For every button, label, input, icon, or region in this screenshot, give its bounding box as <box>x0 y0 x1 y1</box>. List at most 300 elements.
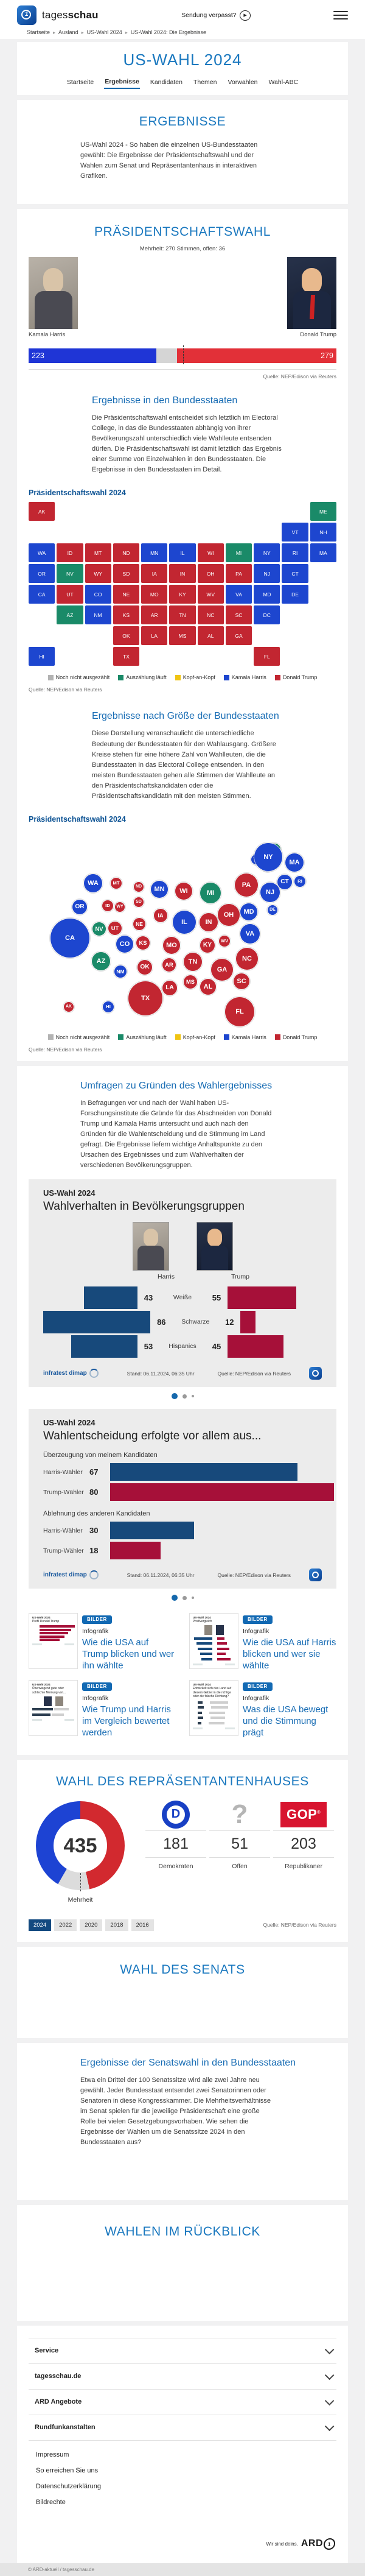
state-tile-az[interactable]: AZ <box>57 605 83 624</box>
sendung-verpasst-link[interactable] <box>178 10 254 21</box>
thumb-kicker: US-Wahl 2024 <box>193 1683 211 1687</box>
state-bubble-sc[interactable]: SC <box>234 973 249 989</box>
state-tile-wv[interactable]: WV <box>198 585 224 604</box>
mini-bar <box>40 1632 68 1634</box>
teaser-card-4[interactable] <box>189 1680 336 1738</box>
tab-vorwahlen[interactable]: Vorwahlen <box>227 77 258 89</box>
house-total-seats: 435 <box>54 1819 107 1872</box>
state-tile-id[interactable]: ID <box>57 543 83 562</box>
mini-photos <box>32 1696 74 1706</box>
state-bubble-or[interactable]: OR <box>72 900 87 914</box>
infographic-teasers <box>29 1613 336 1739</box>
decision-group-heading: Überzeugung von meinem Kandidaten <box>43 1452 158 1459</box>
state-bubble-ms[interactable]: MS <box>184 975 197 989</box>
state-tile-nm[interactable]: NM <box>85 605 111 624</box>
teaser-thumbnail <box>189 1613 238 1669</box>
question-mark-icon: ? <box>231 1799 248 1829</box>
state-tile-tx[interactable]: TX <box>113 647 139 666</box>
footer-accordion-tagesschaude[interactable] <box>29 2363 336 2389</box>
mini-row <box>193 1710 235 1715</box>
state-tile-nj[interactable]: NJ <box>254 564 280 583</box>
teaser-card-2[interactable] <box>189 1613 336 1671</box>
harris-bar-wrap <box>43 1311 150 1333</box>
state-bubble-wy[interactable]: WY <box>115 902 125 912</box>
demographic-row <box>43 1334 322 1358</box>
mini-trump-photo <box>216 1625 224 1635</box>
harris-bar <box>43 1311 150 1333</box>
infographic-photos <box>43 1222 322 1271</box>
footer-link-impressum[interactable]: Impressum <box>36 2451 69 2458</box>
legend-label: Auszählung läuft <box>126 1034 167 1040</box>
state-bubble-oh[interactable]: OH <box>218 904 240 926</box>
mini-dark-bar <box>32 1713 50 1716</box>
state-tile-ct[interactable]: CT <box>282 564 308 583</box>
decision-row <box>43 1463 322 1481</box>
decision-row <box>43 1521 322 1540</box>
year-selector <box>29 1919 154 1931</box>
state-tile-md[interactable]: MD <box>254 585 280 604</box>
state-bubble-mn[interactable]: MN <box>151 881 168 898</box>
senres-heading[interactable]: Ergebnisse der Senatswahl in den Bundesstaaten <box>80 2057 296 2068</box>
state-tile-mo[interactable]: MO <box>141 585 167 604</box>
state-tile-va[interactable]: VA <box>226 585 252 604</box>
state-tile-hi[interactable]: HI <box>29 647 55 666</box>
harris-value: 53 <box>144 1341 153 1351</box>
group-label: Schwarze <box>181 1318 210 1326</box>
party-column-offen <box>209 1799 270 1904</box>
chevron-down-icon <box>325 2396 335 2405</box>
party-columns <box>132 1799 336 1904</box>
state-tile-ak[interactable]: AK <box>29 502 55 521</box>
state-tile-ms[interactable]: MS <box>169 626 195 645</box>
state-bubble-mo[interactable]: MO <box>163 937 180 954</box>
year-chip-2020[interactable]: 2020 <box>80 1919 102 1931</box>
mini-gray-bar <box>209 1722 224 1724</box>
state-tile-wy[interactable]: WY <box>85 564 111 583</box>
teaser-title[interactable]: Wie die USA auf Harris blicken und wer sie wählte <box>243 1637 336 1671</box>
map-legend <box>29 674 336 680</box>
carousel-dot-1[interactable] <box>172 1393 178 1399</box>
carousel-dot-1[interactable] <box>172 1595 178 1601</box>
state-tile-ca[interactable]: CA <box>29 585 55 604</box>
state-bubble-nc[interactable]: NC <box>236 948 258 970</box>
mini-harris-photo <box>204 1625 212 1635</box>
footer-accordions <box>29 2338 336 2441</box>
state-bubble-wi[interactable]: WI <box>175 883 192 900</box>
legend-item <box>48 674 110 680</box>
brand-wordmark[interactable] <box>42 9 99 21</box>
state-tile-al[interactable]: AL <box>198 626 224 645</box>
size-heading[interactable]: Ergebnisse nach Größe der Bundesstaaten <box>92 711 279 722</box>
state-bubble-va[interactable]: VA <box>240 924 260 944</box>
thumb-title: Entwickelt sich das Land auf diesem Gebiet in die richtige oder die falsche Richtung? <box>193 1687 232 1698</box>
legend-swatch <box>175 675 181 680</box>
section-rueckblick <box>17 2205 348 2321</box>
party-logo <box>273 1799 334 1830</box>
mini-row <box>193 1721 235 1725</box>
state-tile-tn[interactable]: TN <box>169 605 195 624</box>
teaser-card-3[interactable] <box>29 1680 176 1738</box>
map-chart-label: Präsidentschaftswahl 2024 <box>29 489 126 498</box>
accordion-label: ARD Angebote <box>35 2398 82 2406</box>
harris-bar-wrap <box>43 1286 137 1309</box>
ergebnisse-intro: US-Wahl 2024 - So haben die einzelnen US-Bundesstaaten gewählt: Die Ergebnisse der Präsidentschaftswahl und der Wahlen zum Senat und Repräsentantenhaus in interaktiven Grafiken. <box>80 141 258 180</box>
state-tile-la[interactable]: LA <box>141 626 167 645</box>
tab-wahlabc[interactable]: Wahl-ABC <box>268 77 299 89</box>
section-ergebnisse <box>17 100 348 204</box>
state-tile-pa[interactable]: PA <box>226 564 252 583</box>
trump-name: Donald Trump <box>300 331 336 339</box>
year-chip-2022[interactable]: 2022 <box>54 1919 77 1931</box>
state-bubble-tx[interactable]: TX <box>128 981 162 1015</box>
state-bubble-ma[interactable]: MA <box>285 853 304 872</box>
state-tile-oh[interactable]: OH <box>198 564 224 583</box>
majority-marker <box>183 345 184 364</box>
state-bubble-ok[interactable]: OK <box>137 960 152 975</box>
state-bubble-id[interactable]: ID <box>102 900 113 911</box>
state-bubble-de[interactable]: DE <box>268 905 277 915</box>
breadcrumb <box>17 27 348 37</box>
mini-dark-bar <box>198 1717 203 1719</box>
voter-label: Harris-Wähler <box>43 1526 83 1534</box>
state-tile-il[interactable]: IL <box>169 543 195 562</box>
state-bubble-ny[interactable]: NY <box>254 843 282 871</box>
mini-rep-bar <box>217 1648 229 1650</box>
legend-item <box>175 674 215 680</box>
breadcrumb-link[interactable]: US-Wahl 2024 <box>86 29 122 35</box>
state-bubble-nj[interactable]: NJ <box>260 883 280 902</box>
state-tile-nc[interactable]: NC <box>198 605 224 624</box>
harris-votes-segment <box>29 348 156 363</box>
state-bubble-ga[interactable]: GA <box>211 959 233 981</box>
state-tile-wa[interactable]: WA <box>29 543 55 562</box>
legend-swatch <box>224 675 229 680</box>
voter-value: 67 <box>89 1467 99 1477</box>
state-tile-in[interactable]: IN <box>169 564 195 583</box>
state-tile-ia[interactable]: IA <box>141 564 167 583</box>
state-tile-ar[interactable]: AR <box>141 605 167 624</box>
decision-row <box>43 1483 322 1501</box>
state-tile-nv[interactable]: NV <box>57 564 83 583</box>
state-bubble-ca[interactable]: CA <box>50 919 89 958</box>
state-bubble-fl[interactable]: FL <box>225 997 254 1026</box>
retro-title: WAHLEN IM RÜCKBLICK <box>105 2224 260 2239</box>
mini-row <box>193 1657 235 1661</box>
legend-label: Kamala Harris <box>231 674 266 681</box>
state-bubble-mi[interactable]: MI <box>200 883 221 903</box>
state-bubble-al[interactable]: AL <box>200 979 216 995</box>
bar-wrap <box>110 1483 334 1501</box>
year-chip-2018[interactable]: 2018 <box>105 1919 128 1931</box>
state-bubble-ak[interactable]: AK <box>64 1002 74 1012</box>
legend-swatch <box>275 675 280 680</box>
legend-label: Kamala Harris <box>231 1034 266 1040</box>
state-tile-ga[interactable]: GA <box>226 626 252 645</box>
thumb-kicker: US-Wahl 2024 <box>32 1683 50 1687</box>
legend-item <box>224 1034 266 1040</box>
year-chip-2016[interactable]: 2016 <box>131 1919 154 1931</box>
thumb-footer <box>32 1643 74 1645</box>
gop-logo-icon: GOP® <box>280 1802 327 1827</box>
infographic-footer <box>43 1367 322 1380</box>
mini-bar <box>40 1629 71 1631</box>
umfragen-text: In Befragungen vor und nach der Wahl haben US-Forschungsinstitute die Gründe für das Abschneiden von Donald Trump und Kamala Harris untersucht und auch nach den Gründen für die Wahlentscheidung und die Stimmung im Land gefragt. Die Ergebnisse liefern wichtige Anhaltspunkte zu den Ursachen des Ergebnisses und zum Wahlverhalten der verschiedenen Bevölkerungsgruppen. <box>80 1099 272 1170</box>
state-tile-mi[interactable]: MI <box>226 543 252 562</box>
harris-name: Kamala Harris <box>29 331 66 339</box>
footer-accordion-ardangebote[interactable] <box>29 2389 336 2415</box>
state-tile-fl[interactable]: FL <box>254 647 280 666</box>
mini-dark-bar <box>198 1712 202 1714</box>
decision-group-heading: Ablehnung des anderen Kandidaten <box>43 1510 150 1518</box>
teaser-kicker: Infografik <box>82 1628 109 1636</box>
bubble-legend <box>29 1034 336 1040</box>
state-bubble-ky[interactable]: KY <box>200 938 215 953</box>
trump-bar <box>228 1335 283 1358</box>
thumb-title: Profil Donald Trump <box>32 1620 60 1624</box>
legend-label: Auszählung läuft <box>126 674 167 681</box>
mini-rep-bar <box>217 1658 231 1660</box>
infographic-wahlverhalten <box>29 1179 336 1387</box>
accordion-label: Rundfunkanstalten <box>35 2424 96 2432</box>
harris-bar <box>84 1286 137 1309</box>
state-bubble-mt[interactable]: MT <box>111 878 122 889</box>
state-bubble-ne[interactable]: NE <box>133 918 145 930</box>
trump-bar-wrap <box>228 1286 322 1309</box>
copyright-bar <box>0 2563 365 2576</box>
party-name: Demokraten <box>158 1862 193 1870</box>
infographic-title: Wahlentscheidung erfolgte vor allem aus... <box>43 1430 262 1443</box>
teaser-body <box>243 1613 336 1671</box>
state-tile-mn[interactable]: MN <box>141 543 167 562</box>
carousel-dot-2[interactable] <box>182 1596 187 1600</box>
state-tile-wi[interactable]: WI <box>198 543 224 562</box>
footer-accordion-service[interactable] <box>29 2338 336 2363</box>
us-states-bubble-map <box>29 828 338 1029</box>
trump-value: 12 <box>225 1317 234 1327</box>
state-bubble-ks[interactable]: KS <box>136 936 150 950</box>
state-tile-ky[interactable]: KY <box>169 585 195 604</box>
bubble-source: Quelle: NEP/Edison via Reuters <box>29 1046 102 1053</box>
carousel-dot-3[interactable] <box>192 1597 194 1599</box>
majority-label: Mehrheit <box>68 1896 93 1904</box>
voter-label: Harris-Wähler <box>43 1468 83 1476</box>
state-tile-or[interactable]: OR <box>29 564 55 583</box>
legend-label: Noch nicht ausgezählt <box>55 674 110 681</box>
teaser-thumbnail <box>29 1613 78 1669</box>
state-tile-nh[interactable]: NH <box>310 523 336 542</box>
state-tile-ne[interactable]: NE <box>113 585 139 604</box>
mini-dem-bar <box>194 1637 212 1640</box>
state-bubble-ar[interactable]: AR <box>162 958 176 972</box>
state-bubble-ct[interactable]: CT <box>277 875 292 889</box>
state-bubble-pa[interactable]: PA <box>235 873 258 897</box>
state-bubble-la[interactable]: LA <box>162 981 177 995</box>
breadcrumb-link[interactable]: Ausland <box>58 29 78 35</box>
mini-rep-bar <box>217 1637 224 1640</box>
teaser-kicker: Infografik <box>243 1628 269 1636</box>
teaser-card-1[interactable] <box>29 1613 176 1671</box>
electoral-vote-bar <box>29 348 336 363</box>
breadcrumb-link[interactable]: Startseite <box>27 29 50 35</box>
tagesschau-logo[interactable] <box>17 5 36 25</box>
year-chip-2024[interactable]: 2024 <box>29 1919 51 1931</box>
state-tile-sc[interactable]: SC <box>226 605 252 624</box>
legend-label: Kopf-an-Kopf <box>182 1034 215 1040</box>
mini-photos <box>193 1625 235 1635</box>
chevron-down-icon <box>325 2421 335 2431</box>
legend-item <box>118 1034 167 1040</box>
state-tile-ri[interactable]: RI <box>282 543 308 562</box>
state-bubble-wv[interactable]: WV <box>219 936 230 947</box>
breadcrumb-separator-icon: ▸ <box>53 29 56 35</box>
chevron-down-icon <box>325 2345 335 2354</box>
harris-bar <box>71 1335 137 1358</box>
legend-swatch <box>118 675 123 680</box>
state-tile-de[interactable]: DE <box>282 585 308 604</box>
rep-bar <box>110 1542 161 1559</box>
footer-link-bildrechte[interactable]: Bildrechte <box>36 2498 66 2506</box>
teaser-title[interactable]: Was die USA bewegt und die Stimmung prägt <box>243 1704 328 1738</box>
state-bubble-ut[interactable]: UT <box>108 922 122 935</box>
state-bubble-sd[interactable]: SD <box>134 897 144 907</box>
state-bubble-tn[interactable]: TN <box>184 953 202 971</box>
state-tile-ny[interactable]: NY <box>254 543 280 562</box>
infographic-kicker: US-Wahl 2024 <box>43 1188 96 1198</box>
state-bubble-md[interactable]: MD <box>240 903 257 920</box>
legend-item <box>48 1034 110 1040</box>
mini-row <box>193 1642 235 1646</box>
group-label: Hispanics <box>169 1343 196 1350</box>
infographic-source: Quelle: NEP/Edison via Reuters <box>217 1572 291 1578</box>
states-heading[interactable]: Ergebnisse in den Bundesstaaten <box>92 395 238 406</box>
thumb-kicker: US-Wahl 2024 <box>193 1616 211 1620</box>
legend-swatch <box>48 675 54 680</box>
tab-kandidaten[interactable]: Kandidaten <box>150 77 183 89</box>
state-tile-nd[interactable]: ND <box>113 543 139 562</box>
state-tile-dc[interactable]: DC <box>254 605 280 624</box>
house-title: WAHL DES REPRÄSENTANTENHAUSES <box>56 1774 309 1788</box>
trump-votes-segment <box>177 348 336 363</box>
footer-link-datenschutzerklrung[interactable]: Datenschutzerklärung <box>36 2482 102 2490</box>
tab-startseite[interactable]: Startseite <box>66 77 94 89</box>
mini-trump-photo <box>44 1696 52 1706</box>
legend-swatch <box>118 1034 123 1040</box>
menu-icon[interactable] <box>333 11 348 19</box>
state-tile-ma[interactable]: MA <box>310 543 336 562</box>
ergebnisse-title: ERGEBNISSE <box>139 115 226 129</box>
trump-bar-wrap <box>240 1311 322 1333</box>
mini-gray-bar <box>210 1701 228 1704</box>
state-tile-mt[interactable]: MT <box>85 543 111 562</box>
trump-bar <box>240 1311 255 1333</box>
provider-logo: infratest dimap <box>43 1369 99 1378</box>
source-note: Quelle: NEP/Edison via Reuters <box>263 373 336 380</box>
teaser-body <box>243 1680 336 1738</box>
state-bubble-ia[interactable]: IA <box>154 909 167 922</box>
ard-branding <box>30 2538 335 2550</box>
teaser-title[interactable]: Wie Trump und Harris im Vergleich bewertet werden <box>82 1704 171 1738</box>
state-tile-co[interactable]: CO <box>85 585 111 604</box>
teaser-kicker: Infografik <box>82 1695 109 1703</box>
umfragen-heading[interactable]: Umfragen zu Gründen des Wahlergebnisses <box>80 1080 273 1091</box>
mini-rep-bar <box>217 1642 227 1645</box>
demographic-row <box>43 1285 322 1310</box>
state-bubble-nm[interactable]: NM <box>114 965 127 978</box>
open-votes-segment <box>156 348 177 363</box>
ard-one-icon: 1 <box>323 2538 336 2550</box>
legend-swatch <box>48 1034 54 1040</box>
footer-links <box>29 2441 336 2510</box>
provider-logo: infratest dimap <box>43 1570 99 1579</box>
state-bubble-in[interactable]: IN <box>200 913 218 931</box>
state-bubble-nd[interactable]: ND <box>134 882 144 892</box>
trump-value: 55 <box>212 1293 221 1302</box>
mini-row <box>193 1652 235 1656</box>
footer-accordion-rundfunkanstalten[interactable] <box>29 2415 336 2441</box>
state-tile-me[interactable]: ME <box>310 502 336 521</box>
legend-label: Kopf-an-Kopf <box>182 674 215 681</box>
state-bubble-ri[interactable]: RI <box>294 876 305 887</box>
site-header <box>0 0 365 39</box>
voter-value: 30 <box>89 1526 99 1536</box>
mini-dem-bar <box>201 1658 212 1660</box>
stand-label: Stand: 06.11.2024, 06:35 Uhr <box>127 1370 195 1377</box>
retro-placeholder <box>17 2239 348 2294</box>
state-tile-ks[interactable]: KS <box>113 605 139 624</box>
state-tile-ok[interactable]: OK <box>113 626 139 645</box>
state-tile-sd[interactable]: SD <box>113 564 139 583</box>
infographic-wahlentscheidung <box>29 1409 336 1589</box>
teaser-thumbnail <box>29 1680 78 1736</box>
voter-label: Trump-Wähler <box>43 1488 84 1496</box>
state-bubble-nv[interactable]: NV <box>92 922 106 936</box>
carousel-dot-2[interactable] <box>182 1394 187 1399</box>
carousel-dot-3[interactable] <box>192 1395 194 1397</box>
teaser-kicker: Infografik <box>243 1695 269 1703</box>
state-tile-ut[interactable]: UT <box>57 585 83 604</box>
state-bubble-az[interactable]: AZ <box>92 952 110 970</box>
tab-themen[interactable]: Themen <box>193 77 218 89</box>
mini-row <box>32 1707 74 1712</box>
trump-votes: 279 <box>321 351 333 361</box>
bar-wrap <box>110 1542 322 1559</box>
state-bubble-wa[interactable]: WA <box>84 874 102 892</box>
candidate-labels <box>43 1273 322 1280</box>
breadcrumb-link[interactable]: US-Wahl 2024: Die Ergebnisse <box>130 29 207 35</box>
candidate-photos <box>29 257 336 347</box>
trump-thumb-photo <box>196 1222 233 1271</box>
harris-label: Harris <box>158 1273 175 1281</box>
state-bubble-il[interactable]: IL <box>173 911 196 934</box>
teaser-title[interactable]: Wie die USA auf Trump blicken und wer ihn wählte <box>82 1637 175 1671</box>
state-tile-vt[interactable]: VT <box>282 523 308 542</box>
state-bubble-hi[interactable]: HI <box>103 1001 114 1012</box>
section-praesidentschaftswahl <box>17 209 348 1061</box>
footer-link-soerreichensieuns[interactable]: So erreichen Sie uns <box>36 2466 99 2474</box>
site-footer <box>17 2326 348 2563</box>
party-name: Republikaner <box>285 1862 322 1870</box>
thumb-footer <box>32 1719 74 1721</box>
party-column-demokraten <box>145 1799 206 1904</box>
tagesschau-mini-logo <box>309 1367 322 1380</box>
party-column-republikaner <box>273 1799 334 1904</box>
harris-bar-wrap <box>43 1335 137 1358</box>
play-icon: ▶ <box>240 10 251 21</box>
party-logo <box>209 1799 270 1830</box>
tab-ergebnisse[interactable]: Ergebnisse <box>104 77 140 89</box>
state-bubble-co[interactable]: CO <box>116 936 133 953</box>
bilder-badge: BILDER <box>243 1682 273 1691</box>
